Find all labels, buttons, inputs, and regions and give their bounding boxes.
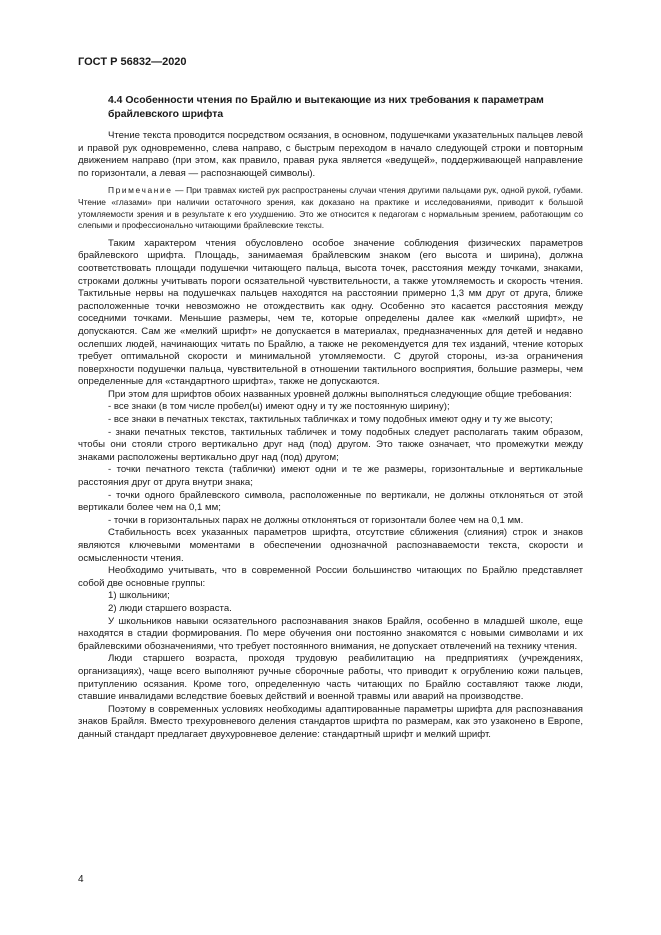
requirement-item: - знаки печатных текстов, тактильных табличек и тому подобных следует располагать таким образом, чтобы они стояли строго вертикально друг над (под) другом. Это также означает, что промежутки между знаками расположены вертикально друг над (под) другом; bbox=[78, 426, 583, 463]
note bbox=[78, 185, 583, 231]
section-heading: 4.4 Особенности чтения по Брайлю и вытекающие из них требования к параметрам брайлевского шрифта bbox=[108, 95, 544, 120]
document-body bbox=[78, 94, 583, 742]
paragraph-physical-parameters: Таким характером чтения обусловлено особое значение соблюдения физических параметров брайлевского шрифта. Площадь, занимаемая брайлевским знаком (его высота и ширина), должна соответствовать площади подушечки читающего пальца, высота точек, расстояния между точками, знаками, строками должны учитывать пороги осязательной чувствительности, а также утомляемость и скорость чтения. Тактильные нервы на подушечках пальцев находятся на расстоянии примерно 1,3 мм друг от друга, ближе расположенные точки невозможно не отождествить как одну. Особенно это касается расстояния между соседними точками. Меньшие размеры, чем те, которые определены далее как «мелкий шрифт», не допускаются. Сам же «мелкий шрифт» не допускается в материалах, предназначенных для детей и недавно ослепших людей, начинающих читать по Брайлю, а также не рекомендуется для тех изданий, чтение которых требует оптимальной скорости и минимальной утомляемости. С другой стороны, из-за ограничения поверхности подушечки пальца, чувствительной в отношении тактильного восприятия, большие размеры, чем определенные для «стандартного шрифта», также не допускаются. bbox=[78, 237, 583, 388]
requirement-item: - точки печатного текста (таблички) имеют одни и те же размеры, горизонтальные и вертикальные расстояния друг от друга внутри знака; bbox=[78, 464, 583, 489]
requirement-item: - все знаки (в том числе пробел(ы) имеют одну и ту же постоянную ширину); bbox=[108, 401, 450, 413]
page-number: 4 bbox=[78, 874, 84, 885]
group-item: 1) школьники; bbox=[108, 590, 170, 602]
paragraph-reading-method: Чтение текста проводится посредством осязания, в основном, подушечками указательных пальцев левой и правой рук одновременно, слева направо, с быстрым переходом в начало следующей строки и повторным движением направо (при этом, как правило, правая рука является «ведущей», поддерживающей направление по горизонтали, а левая — распознающей символы). bbox=[78, 130, 583, 179]
paragraph-reader-groups: Необходимо учитывать, что в современной России большинство читающих по Брайлю представляет собой две основные группы: bbox=[78, 565, 583, 589]
requirement-item: - точки одного брайлевского символа, расположенные по вертикали, не должны отклоняться от этой вертикали более чем на 0,1 мм; bbox=[78, 489, 583, 514]
paragraph-general-requirements: При этом для шрифтов обоих названных уровней должны выполняться следующие общие требования: bbox=[108, 388, 572, 400]
paragraph-stability: Стабильность всех указанных параметров шрифта, отсутствие сближения (слияния) строк и знаков являются ключевыми моментами в обеспечении однозначной распознаваемости текста, скорости и осмысленности чтения. bbox=[78, 527, 583, 564]
group-item: 2) люди старшего возраста. bbox=[108, 602, 232, 614]
note-label: Примечание bbox=[108, 185, 173, 196]
standard-designation: ГОСТ Р 56832—2020 bbox=[78, 56, 187, 68]
requirement-item: - все знаки в печатных текстах, тактильных табличках и тому подобных имеют одну и ту же высоту; bbox=[108, 414, 553, 426]
note-text: — При травмах кистей рук распространены случаи чтения другими пальцами рук, одной рукой, губами. Чтение «глазами» при наличии остаточного зрения, как доказано на практике и исследованиями, приводит к большой утомляемости зрения и в результате к его ухудшению. Это же относится к педагогам с нормальным зрением, работающим со слепыми и профессионально читающими брайлевские тексты. bbox=[78, 185, 583, 231]
paragraph-schoolchildren: У школьников навыки осязательного распознавания знаков Брайля, особенно в младшей школе, еще находятся в стадии формирования. По мере обучения они постоянно знакомятся с новыми символами и их брайлевскими обозначениями, что требует постоянного внимания, не допускает отвлечений на технику чтения. bbox=[78, 615, 583, 652]
paragraph-older-people: Люди старшего возраста, проходя трудовую реабилитацию на предприятиях (учреждениях, организациях), чаще всего выполняют ручные сборочные работы, что приводит к огрублению кожи пальцев, притуплению осязания. Кроме того, определенную часть читающих по Брайлю составляют также люди, ставшие инвалидами вследствие боевых действий и военной травмы или аварий на производстве. bbox=[78, 653, 583, 703]
requirement-item: - точки в горизонтальных парах не должны отклоняться от горизонтали более чем на 0,1 мм. bbox=[108, 514, 524, 526]
paragraph-conclusion: Поэтому в современных условиях необходимы адаптированные параметры шрифта для распознавания знаков Брайля. Вместо трехуровневого деления стандартов шрифта по размерам, как это узаконено в Европе, данный стандарт предлагает двухуровневое деление: стандартный шрифт и мелкий шрифт. bbox=[78, 703, 583, 740]
